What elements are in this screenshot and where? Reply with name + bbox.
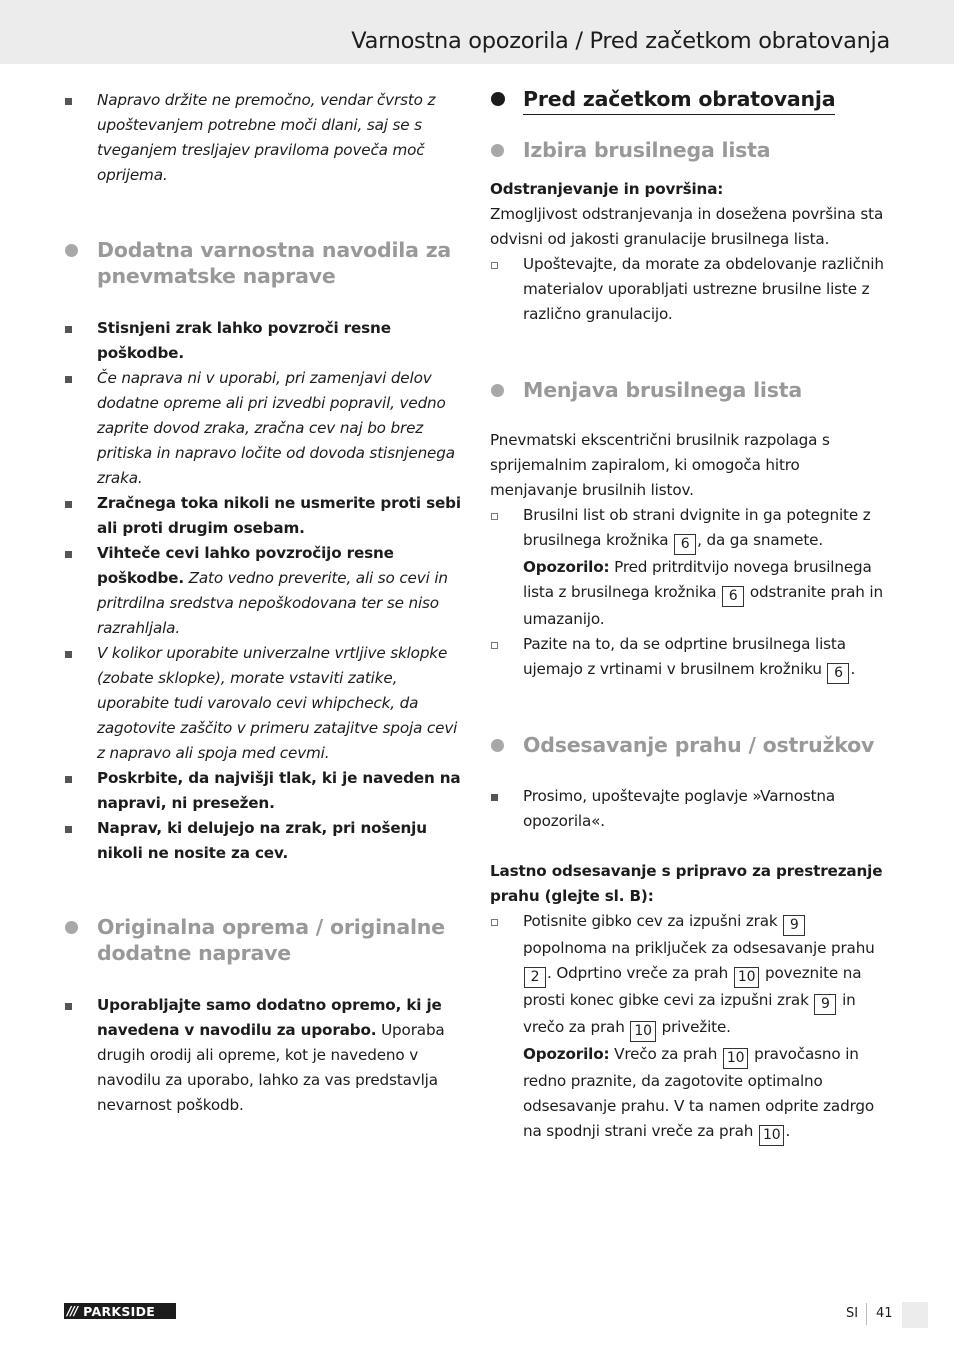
circle-bullet-icon [491,144,504,157]
reference-number: 9 [814,994,836,1015]
reference-number: 10 [630,1021,656,1042]
reference-number: 6 [827,663,849,684]
reference-number: 6 [674,534,696,555]
circle-bullet-icon [491,92,505,106]
list-item: Vihteče cevi lahko povzročijo resne poškodbe. Zato vedno preverite, ali so cevi in pritrdilna sredstva nepoškodovana ter se niso razrahljala. [64,541,464,641]
reference-number: 2 [524,967,546,988]
note-label: Opozorilo: [523,1045,610,1063]
page-number: 41 [876,1306,893,1321]
footer-divider [866,1303,867,1325]
hollow-square-bullet-icon [491,919,498,926]
square-bullet-icon [65,1003,72,1010]
list-item: Poskrbite, da najvišji tlak, ki je naveden na napravi, ni presežen. [64,766,464,816]
square-bullet-icon [65,501,72,508]
reference-number: 10 [759,1125,785,1146]
intro-text: Napravo držite ne premočno, vendar čvrsto z upoštevanjem potrebne moči dlani, saj se s tveganjem tresljajev praviloma poveča moč oprijema. [97,91,436,184]
list-item: Stisnjeni zrak lahko povzroči resne poškodbe. [64,316,464,366]
section-heading-pneumatic: Dodatna varnostna navodila za pnevmatske naprave [64,237,464,289]
subheading: Lastno odsesavanje s pripravo za prestrezanje prahu (glejte sl. B): [490,862,883,905]
circle-bullet-icon [491,384,504,397]
page-title: Varnostna opozorila / Pred začetkom obratovanja [351,28,890,54]
parkside-logo: /// PARKSIDE [64,1303,176,1319]
paragraph: Zmogljivost odstranjevanja in dosežena površina sta odvisni od jakosti granulacije brusilnega lista. [490,205,884,248]
list-item: Pazite na to, da se odprtine brusilnega lista ujemajo z vrtinami v brusilnem krožniku 6 . [490,632,890,684]
reference-number: 10 [734,967,760,988]
section-heading-dust-extraction: Odsesavanje prahu / ostružkov [490,732,890,758]
square-bullet-icon [491,794,498,801]
list-item: Upoštevajte, da morate za obdelovanje različnih materialov uporabljati ustrezne brusilne liste z različno granulacijo. [490,252,890,327]
right-column [490,86,890,1146]
list-item: Prosimo, upoštevajte poglavje »Varnostna opozorila«. [490,784,890,834]
square-bullet-icon [65,98,72,105]
list-item: Uporabljajte samo dodatno opremo, ki je navedena v navodilu za uporabo. Uporaba drugih orodij ali opreme, kot je navedeno v navodilu za uporabo, lahko za vas predstavlja nevarnost poškodb. [64,993,464,1118]
reference-number: 9 [783,915,805,936]
square-bullet-icon [65,326,72,333]
circle-bullet-icon [491,739,504,752]
note-label: Opozorilo: [523,558,610,576]
reference-number: 6 [722,586,744,607]
left-column [64,86,464,1118]
circle-bullet-icon [65,921,78,934]
list-item: V kolikor uporabite univerzalne vrtljive sklopke (zobate sklopke), morate vstaviti zatike, uporabite tudi varovalo cevi whipcheck, da zagotovite zaščito v primeru zatajitve spoja cevi z napravo ali spoja med cevmi. [64,641,464,766]
section-heading-original-equipment: Originalna oprema / originalne dodatne naprave [64,914,464,966]
list-item: Potisnite gibko cev za izpušni zrak 9 popolnoma na priključek za odsesavanje prahu 2 . Odprtino vreče za prah 10 poveznite na prosti konec gibke cevi za izpušni zrak 9 in vrečo za prah 10 privežite. Opozorilo: Vrečo za prah 10 pravočasno in redno praznite, da zagotovite optimalno odsesavanje prahu. V ta namen odprite zadrgo na spodnji strani vreče za prah 10 . [490,909,890,1146]
circle-bullet-icon [65,244,78,257]
main-heading: Pred začetkom obratovanja [490,86,890,115]
language-code: SI [846,1306,859,1321]
reference-number: 10 [723,1048,749,1069]
list-item: Naprav, ki delujejo na zrak, pri nošenju nikoli ne nosite za cev. [64,816,464,866]
list-item: Zračnega toka nikoli ne usmerite proti sebi ali proti drugim osebam. [64,491,464,541]
hollow-square-bullet-icon [491,262,498,269]
square-bullet-icon [65,551,72,558]
list-item: Če naprava ni v uporabi, pri zamenjavi delov dodatne opreme ali pri izvedbi popravil, vedno zaprite dovod zraka, zračna cev naj bo brez pritiska in napravo ločite od dovoda stisnjenega zraka. [64,366,464,491]
paragraph: Pnevmatski ekscentrični brusilnik razpolaga s sprijemalnim zapiralom, ki omogoča hitro menjavanje brusilnih listov. [490,431,830,499]
hollow-square-bullet-icon [491,642,498,649]
square-bullet-icon [65,826,72,833]
hollow-square-bullet-icon [491,513,498,520]
section-heading-sanding-sheet-change: Menjava brusilnega lista [490,377,890,403]
square-bullet-icon [65,651,72,658]
subheading: Odstranjevanje in površina: [490,180,724,198]
square-bullet-icon [65,376,72,383]
square-bullet-icon [65,776,72,783]
section-heading-sanding-sheet-choice: Izbira brusilnega lista [490,137,890,163]
list-item [64,88,464,188]
footer-tab-marker [902,1302,928,1328]
list-item: Brusilni list ob strani dvignite in ga potegnite z brusilnega krožnika 6 , da ga snamete. Opozorilo: Pred pritrditvijo novega brusilnega lista z brusilnega krožnika 6 odstranite prah in umazanijo. [490,503,890,632]
logo-stripes-icon: /// [67,1304,78,1318]
